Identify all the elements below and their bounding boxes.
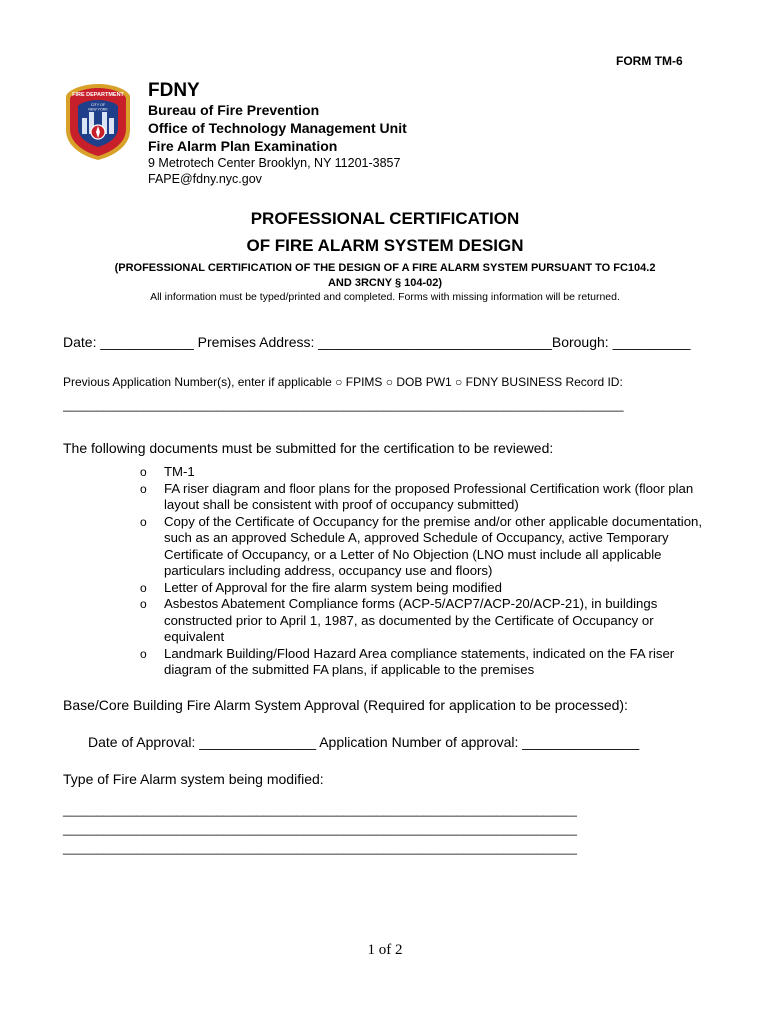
radio-icon[interactable]: ○ xyxy=(335,375,343,389)
previous-application-blank[interactable]: ____________________________________________________________________________________ xyxy=(63,398,624,412)
page-number: 1 of 2 xyxy=(367,942,403,958)
logo-city-text: CITY OF xyxy=(90,103,106,107)
date-address-borough-line[interactable]: Date: ____________ Premises Address: ______________________________Borough: __________ xyxy=(63,334,691,350)
system-type-blank-3[interactable]: _____________________________________________________________________________ xyxy=(63,841,577,855)
office-name: Office of Technology Management Unit xyxy=(148,120,407,136)
dob-pw1-option[interactable]: ○ DOB PW1 xyxy=(385,375,452,389)
completion-note: All information must be typed/printed and completed. Forms with missing information will be returned. xyxy=(150,291,620,303)
previous-application-row xyxy=(63,375,623,389)
radio-icon[interactable]: ○ xyxy=(455,375,463,389)
list-item: o FA riser diagram and floor plans for the proposed Professional Certification work (floor plan layout shall be consistent with proof of occupancy submitted) xyxy=(140,480,694,512)
form-number: FORM TM-6 xyxy=(616,54,683,68)
system-type-blank-2[interactable]: _____________________________________________________________________________ xyxy=(63,822,577,836)
unit-name: Fire Alarm Plan Examination xyxy=(148,138,338,154)
system-type-blank-1[interactable]: _____________________________________________________________________________ xyxy=(63,803,577,817)
list-item: o Landmark Building/Flood Hazard Area compliance statements, indicated on the FA riser diagram of the submitted FA plans, if applicable to the premises xyxy=(140,645,675,677)
fdny-logo xyxy=(62,82,134,162)
list-item: o TM-1 xyxy=(140,464,195,479)
documents-list xyxy=(140,464,710,679)
org-email: FAPE@fdny.nyc.gov xyxy=(148,172,262,186)
bureau-name: Bureau of Fire Prevention xyxy=(148,102,320,118)
fdny-business-option[interactable]: ○ FDNY BUSINESS Record ID: xyxy=(455,375,623,389)
logo-arc-text: FIRE DEPARTMENT xyxy=(72,92,124,98)
org-address: 9 Metrotech Center Brooklyn, NY 11201-3857 xyxy=(148,156,401,170)
previous-application-label: Previous Application Number(s), enter if applicable xyxy=(63,375,332,389)
form-subtitle-line1: (PROFESSIONAL CERTIFICATION OF THE DESIGN OF A FIRE ALARM SYSTEM PURSUANT TO FC104.2 xyxy=(114,262,656,274)
logo-city-name: NEW YORK xyxy=(88,107,108,112)
list-item: o Letter of Approval for the fire alarm system being modified xyxy=(140,579,502,595)
org-name: FDNY xyxy=(148,80,200,101)
radio-icon[interactable]: ○ xyxy=(385,375,394,389)
documents-intro: The following documents must be submitted for the certification to be reviewed: xyxy=(63,440,554,456)
form-subtitle-line2: AND 3RCNY § 104-02) xyxy=(327,277,443,289)
approval-date-number-line[interactable]: Date of Approval: _______________ Application Number of approval: _______________ xyxy=(88,734,640,750)
list-item: o Asbestos Abatement Compliance forms (ACP-5/ACP7/ACP-20/ACP-21), in buildings constructed prior to April 1, 1987, as documented by the Certificate of Occupancy or equivalent xyxy=(140,596,658,644)
fpims-option[interactable]: ○ FPIMS xyxy=(335,375,383,389)
form-title-line1: PROFESSIONAL CERTIFICATION xyxy=(250,209,520,228)
system-type-label: Type of Fire Alarm system being modified: xyxy=(63,771,324,787)
form-title-line2: OF FIRE ALARM SYSTEM DESIGN xyxy=(246,236,524,255)
base-core-label: Base/Core Building Fire Alarm System Approval (Required for application to be processed): xyxy=(63,697,628,713)
list-item: o Copy of the Certificate of Occupancy for the premise and/or other applicable documentation, such as an approved Schedule A, approved Schedule of Occupancy, active Temporary Certificate of Occupancy, or a Letter of No Objection (LNO must include all applicable particulars including address, occupancy use and floors) xyxy=(140,513,703,578)
